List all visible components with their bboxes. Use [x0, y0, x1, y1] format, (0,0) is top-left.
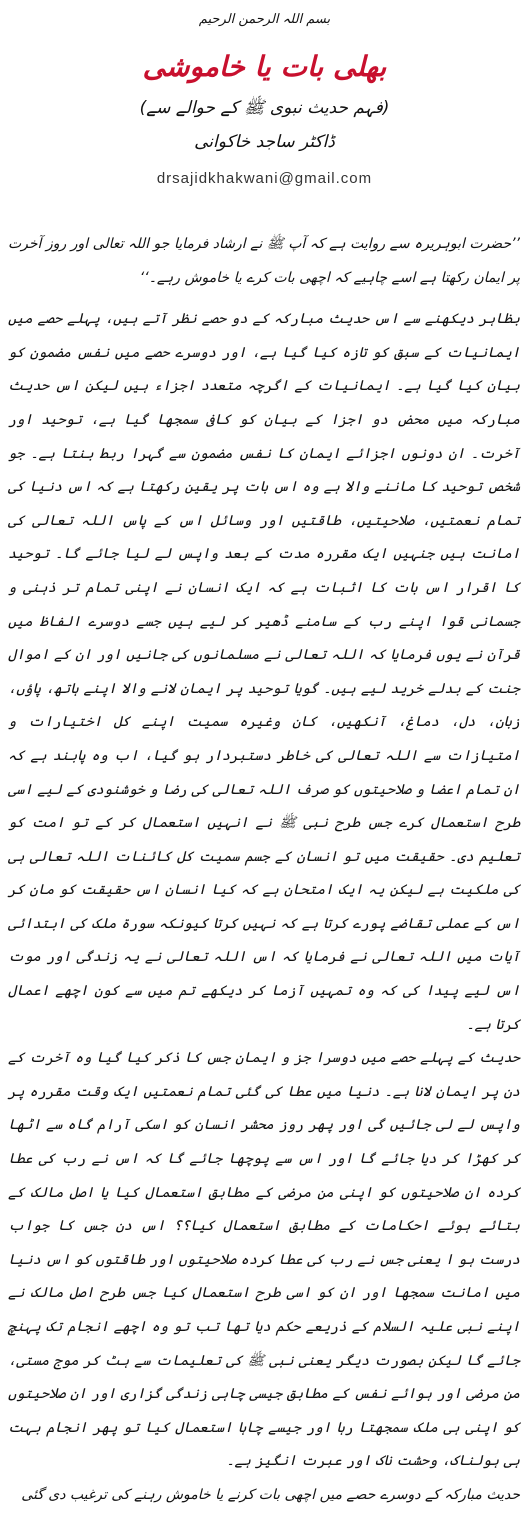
article-subtitle: (فہم حدیث نبوی ﷺ کے حوالے سے) — [139, 98, 390, 118]
article-body — [8, 228, 520, 1513]
hadith-quote: ’’حضرت ابوہریرہ سے روایت ہے کہ آپ ﷺ نے ارشاد فرمایا جو اللہ تعالی اور روز آخرت پر ایمان رکھتا ہے اسے چاہیے کہ اچھی بات کرے یا خاموش رہے۔‘‘ — [8, 236, 520, 286]
paragraph: حدیث کے پہلے حصے میں دوسرا جز و ایمان جس کا ذکر کیا گیا وہ آخرت کے دن پر ایمان لانا ہے۔ دنیا میں عطا کی گئی تمام نعمتیں ایک وقت مقررہ پر واپس لے لی جائیں گی اور پھر روز محشر انسان کو اسکی آرام گاہ سے اٹھا کر کھڑا کر دیا جائے گا اور اس سے پوچھا جائے گا کہ اس نے رب کی عطا کردہ ان صلاحیتوں کو اپنی من مرضی کے مطابق استعمال کیا یا اصل مالک کے بتائے ہوئے احکامات کے مطابق استعمال کیا؟؟ اس دن جس کا جواب درست ہو ا یعنی جس نے رب کی عطا کردہ صلاحیتوں اور طاقتوں کو اس دنیا میں امانت سمجھا اور ان کو اسی طرح استعمال کیا جس طرح اصل مالک نے اپنے نبی علیہ السلام کے ذریعے حکم دیا تھا تب تو وہ اچھے انجام تک پہنچ جائے گا لیکن بصورت دیگر یعنی نبی ﷺ کی تعلیمات سے ہٹ کر موج مستی، من مرضی اور ہوائے نفس کے مطابق جیسی چاہی زندگی گزاری اور ان صلاحیتوں کو اپنی ہی ملک سمجھتا رہا اور جیسے چاہا استعمال کیا تو پھر انجام بہت ہی ہولناک، وحشت ناک اور عبرت انگیز ہے۔ — [8, 1050, 520, 1470]
author-name: ڈاکٹر ساجد خاکوانی — [194, 132, 335, 152]
bismillah: بسم اللہ الرحمن الرحیم — [198, 12, 331, 27]
paragraph: بظاہر دیکھنے سے اس حدیث مبارکہ کے دو حصے نظر آتے ہیں، پہلے حصے میں ایمانیات کے سبق کو تازہ کیا گیا ہے، اور دوسرے حصے میں نفس مضمون کو بیان کیا گیا ہے۔ ایمانیات کے اگرچہ متعدد اجزاء ہیں لیکن اس حدیث مبارکہ میں محض دو اجزا کے بیان کو کافی سمجھا گیا ہے، توحید اور آخرت۔ ان دونوں اجزائے ایمان کا نفس مضمون سے گہرا ربط بنتا ہے۔ جو شخص توحید کا ماننے والا ہے وہ اس بات پر یقین رکھتا ہے کہ اس دنیا کی تمام نعمتیں، صلاحیتیں، طاقتیں اور وسائل اس کے پاس اللہ تعالی کی امانت ہیں جنہیں ایک مقررہ مدت کے بعد واپس لے لیا جائے گا۔ توحید کا اقرار اس بات کا اثبات ہے کہ ایک انسان نے اپنی تمام تر ذہنی و جسمانی قوا اپنے رب کے سامنے ڈھیر کر لیے ہیں جسے دوسرے الفاظ میں قرآن نے یوں فرمایا کہ اللہ تعالی نے مسلمانوں کی جانیں اور ان کے اموال جنت کے بدلے خرید لیے ہیں۔ گویا توحید پر ایمان لانے والا اپنے ہاتھ، پاؤں، زبان، دل، دماغ، آنکھیں، کان وغیرہ سمیت اپنے کل اختیارات و امتیازات سے اللہ تعالی کی خاطر دستبردار ہو گیا، اب وہ پابند ہے کہ ان تمام اعضا و صلاحیتوں کو صرف اللہ تعالی کی رضا و خوشنودی کے لیے اسی طرح استعمال کرے جس طرح نبی ﷺ نے انہیں استعمال کر کے تو امت کو تعلیم دی۔ حقیقت میں تو انسان کے جسم سمیت کل کائنات اللہ تعالی ہی کی ملکیت ہے لیکن یہ ایک امتحان ہے کہ کیا انسان اس حقیقت کو مان کر اس کے عملی تقاضے پورے کرتا ہے کہ نہیں کرتا کیونکہ سورۃ ملک کی ابتدائی آیات میں اللہ تعالی نے فرمایا کہ اس اللہ تعالی نے یہ زندگی اور موت اس لیے پیدا کی کہ وہ تمہیں آزما کر دیکھے تم میں سے کون اچھے اعمال کرتا ہے۔ — [8, 311, 520, 1033]
paragraph: حدیث مبارکہ کے دوسرے حصے میں اچھی بات کرنے یا خاموش رہنے کی ترغیب دی گئی — [21, 1486, 520, 1503]
author-email: drsajidkhakwani@gmail.com — [156, 170, 373, 187]
article-title: بھلی بات یا خاموشی — [142, 50, 387, 83]
